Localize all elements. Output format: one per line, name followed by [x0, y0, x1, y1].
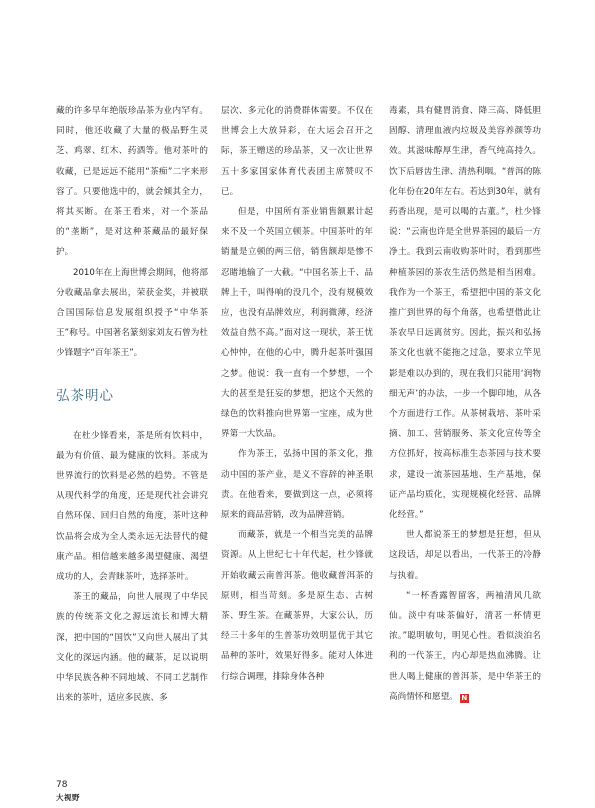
paragraph	[389, 586, 541, 707]
paragraph: 2010年在上海世博会期间，他将部分收藏品拿去展出，荣获金奖，并被联合国国际信息发展组织授予“中华茶王”称号。中国著名篆刻家刘友石曾为杜少锋题字“百年茶王”。	[56, 267, 208, 359]
paragraph: 在杜少锋看来，茶是所有饮料中，最为有价值、最为健康的饮料。茶成为世界流行的饮料是必然的趋势。不管是从现代科学的角度，还是现代社会讲究自然环保、回归自然的角度，茶叶这种饮品将会成为全人类永远无法替代的健康产品。相信越来越多渴望健康、渴望成功的人，会青睐茶叶，选择茶叶。	[56, 430, 208, 583]
paragraph: 世人都说茶王的梦想是狂想，但从这段话，却足以看出，一代茶王的冷静与执着。	[389, 530, 541, 581]
paragraph: 但是，中国所有茶业销售额累计起来不及一个英国立顿茶。中国茶叶的年销量是立顿的两三倍，销售额却是惨不忍睹地输了一大截。“中国名茶上千、品牌上千，叫得响的没几个，没有规模效应，也没有品牌效应，利润微薄，经济效益自然不高。”面对这一现状，茶王忧心忡忡，在他的心中，腾升起茶叶强国之梦。他说：我一直有一个梦想，一个大的甚至是狂妄的梦想，把这个天然的绿色的饮料推向世界第一宝座，成为世界第一大饮品。	[221, 207, 373, 440]
paragraph: 而藏茶，就是一个相当完美的品牌资源。从上世纪七十年代起，杜少锋就开始收藏云南普洱茶。他收藏普洱茶的原则，相当苛刻。多是原生态、古树茶、野生茶。在藏茶界，大家公认，历经三十多年的生普茶功效明显优于其它品种的茶叶，效果好得多。能对人体进行综合调理，排除身体各种	[221, 530, 373, 682]
magazine-logo: 大视野	[56, 793, 80, 802]
paragraph: 茶王的藏品，向世人展现了中华民族的传统茶文化之源远流长和博大精深，把中国的“国饮”又向世人展出了其文化的深远内涵。他的藏茶，足以说明中华民族各种不同地域、不同工艺制作出来的茶叶，适应多民族、多	[56, 592, 208, 704]
text-column-middle	[221, 101, 373, 687]
paragraph: 作为茶王，弘扬中国的茶文化，推动中国的茶产业，是义不容辞的神圣职责。在他看来，要做到这一点，必须将原来的商品营销，改为品牌营销。	[221, 449, 373, 521]
paragraph: 层次、多元化的消费群体需要。不仅在世博会上大放异彩，在大运会召开之际，茶王赠送的珍品茶，又一次让世界五十多家国家体育代表团主席赞叹不已。	[221, 106, 373, 197]
section-heading: 弘茶明心	[56, 387, 114, 404]
paragraph: 藏的许多早年绝版珍品茶为业内罕有。同时，他还收藏了大量的极品野生灵芝、鸡翠、红木、药酒等。他对茶叶的收藏，已是远远不能用“茶痴”二字来形容了。只要他选中的，就会倾其全力，将其买断。在茶王看来，对一个茶品的“垄断”，是对这种茶藏品的最好保护。	[56, 106, 208, 258]
text-column-left	[56, 101, 208, 708]
paragraph-text: “一杯香露智留客，两袖清风几欲仙。淡中有味茶偏好，清茗一杯情更浓。”聪明敏句，明见心性。看似淡泊名利的一代茶王，内心却是热血沸腾。让世人喝上健康的普洱茶，是中华茶王的高尚情怀和愿望。	[389, 590, 541, 702]
page-number: 78	[56, 780, 68, 790]
article-end-mark: N	[461, 693, 468, 702]
paragraph: 毒素，具有健胃消食、降三高、降低胆固醇、清理血液内垃圾及美容养颜等功效。其滋味醇厚生津，香气纯高持久。饮下后唇齿生津、清热利咽。“普洱的陈化年份在20年左右。若达到30年，就有药香出现，是可以喝的古董。”，杜少锋说：“云南也许是全世界茶园的最后一方净土。我到云南收购茶叶时，看到那些种植茶园的茶农生活仍然是相当困难。我作为一个茶王，希望把中国的茶文化推广到世界的每个角落，也希望借此让茶农早日远离贫穷。因此，振兴和弘扬茶文化也就不能拖之过急，要求立竿见影是难以办到的，现在我们只能用‘润物细无声’的办法，一步一个脚印地，从各个方面进行工作。从茶树栽培、茶叶采摘、加工、营销服务、茶文化宣传等全方位抓好，按高标准生态茶园与技术要求，建设一流茶园基地、生产基地，保证产品均质化，实现规模化经营、品牌化经营。”	[389, 106, 541, 521]
text-column-right	[389, 101, 541, 707]
